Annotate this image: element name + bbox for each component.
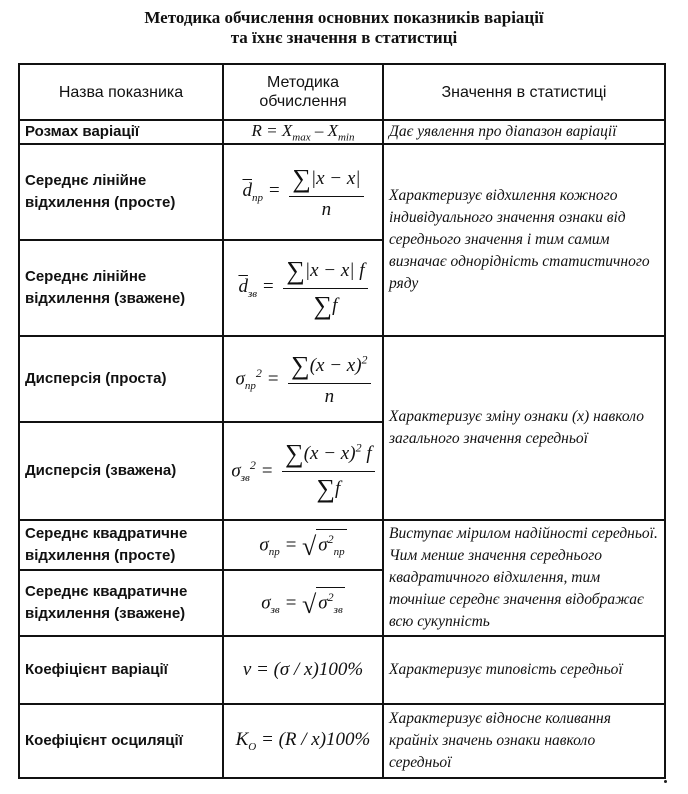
formula-var-simple: $\sigma_{пр}^2$ = $\frac{\sum(x - x)^2}{n}$ — [223, 336, 383, 422]
formula-mad-weighted: $\overline{d}_{зв}$ = $\frac{\sum|x - x| f}{\sum f}$ — [223, 240, 383, 336]
row-name-cv: Коефіцієнт варіації — [19, 636, 223, 704]
row-meaning-osc: Характеризує відносне коливання крайніх значень ознаки навколо середньої — [383, 704, 665, 778]
formula-cv: v = (σ / x)100% — [223, 636, 383, 704]
row-meaning-sd: Виступає мірилом надійності середньої. Чим менше значення середнього квадратичного відхилення, тим точніше середнє значення відображає всю сукупність — [383, 520, 665, 636]
table-row — [19, 704, 665, 778]
table-row — [19, 636, 665, 704]
title-line-2: та їхнє значення в статистиці — [230, 28, 458, 47]
table-row — [19, 144, 665, 240]
row-meaning-cv: Характеризує типовість середньої — [383, 636, 665, 704]
row-name-mad-simple: Середнє лінійне відхилення (просте) — [19, 144, 223, 240]
table-row — [19, 520, 665, 570]
page-mark — [664, 780, 667, 783]
row-name-mad-weighted: Середнє лінійне відхилення (зважене) — [19, 240, 223, 336]
formula-sd-weighted: $\sigma_{зв}$ = √ $\sigma^2_{зв}$ — [223, 570, 383, 636]
row-name-osc: Коефіцієнт осциляції — [19, 704, 223, 778]
row-name-range: Розмах варіації — [19, 120, 223, 144]
header-method: Методика обчислення — [223, 64, 383, 120]
row-meaning-var: Характеризує зміну ознаки (х) навколо загального значення середньої — [383, 336, 665, 520]
row-name-sd-simple: Середнє квадратичне відхилення (просте) — [19, 520, 223, 570]
formula-sd-simple: $\sigma_{пр}$ = √ $\sigma^2_{пр}$ — [223, 520, 383, 570]
formula-osc: $K_O = (R / x)100\%$ — [223, 704, 383, 778]
header-name: Назва показника — [19, 64, 223, 120]
document-title — [0, 8, 688, 48]
row-meaning-mad: Характеризує відхилення кожного індивідуального значення ознаки від середнього значення і тим самим визначає однорідність статистичного ряду — [383, 144, 665, 336]
table-row — [19, 120, 665, 144]
indicators-table-wrapper — [18, 63, 664, 779]
table-row — [19, 336, 665, 422]
formula-var-weighted: $\sigma_{зв}^2$ = $\frac{\sum(x - x)^2 f}{\sum f}$ — [223, 422, 383, 520]
row-name-var-simple: Дисперсія (проста) — [19, 336, 223, 422]
row-name-sd-weighted: Середнє квадратичне відхилення (зважене) — [19, 570, 223, 636]
row-meaning-range: Дає уявлення про діапазон варіації — [383, 120, 665, 144]
indicators-table — [18, 63, 666, 779]
row-name-var-weighted: Дисперсія (зважена) — [19, 422, 223, 520]
table-header-row — [19, 64, 665, 120]
formula-range: $R = X_{max} - X_{min}$ — [223, 120, 383, 144]
formula-mad-simple: $\overline{d}_{пр}$ = $\frac{\sum|x - x|}{n}$ — [223, 144, 383, 240]
header-meaning: Значення в статистиці — [383, 64, 665, 120]
title-line-1: Методика обчислення основних показників варіації — [144, 8, 544, 27]
